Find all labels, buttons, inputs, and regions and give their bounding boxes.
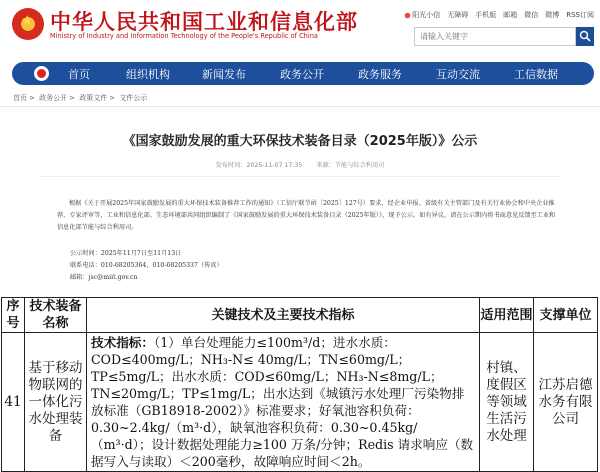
site-subtitle: Ministry of Industry and Information Technology of the People's Republic of China [50, 32, 318, 40]
nav-news[interactable]: 新闻发布 [202, 68, 246, 81]
toplink-mobile[interactable]: 手机版 [475, 11, 497, 19]
search-button[interactable] [576, 27, 594, 46]
row-no: 41 [2, 333, 25, 472]
equipment-table [1, 297, 598, 472]
nav-data[interactable]: 工信数据 [514, 68, 558, 81]
contact-phone: 联系电话：010-68205364，010-68205337（传真） [70, 262, 223, 269]
table-row [2, 333, 598, 472]
toplink-weibo[interactable]: 微博 [545, 11, 560, 19]
site-header [0, 0, 600, 58]
row-spec [87, 333, 480, 472]
article-meta [0, 160, 600, 169]
flag-icon [404, 12, 411, 19]
publish-date: 发布时间：2025-11-07 17:35 [215, 162, 303, 169]
row-scope: 村镇、度假区等领域生活污水处理 [480, 333, 534, 472]
col-header-unit: 支撑单位 [534, 298, 598, 333]
breadcrumb-public-affairs[interactable]: 政务公开 [39, 94, 68, 102]
toplink-rss[interactable]: RSS订阅 [566, 11, 594, 19]
national-emblem-icon[interactable] [12, 8, 44, 40]
nav-home[interactable]: 首页 [68, 68, 90, 81]
col-header-spec: 关键技术及主要技术指标 [87, 298, 480, 333]
search-icon [579, 30, 591, 42]
nav-services[interactable]: 政务服务 [358, 68, 402, 81]
breadcrumb-policy[interactable]: 政策文件 [79, 94, 108, 102]
spec-text: （1）单台处理能力≤100m³/d；进水水质：COD≤400mg/L；NH₃-N≤ 40mg/L；TN≤60mg/L；TP≤5mg/L；出水水质：COD≤60mg/L；NH₃-N≤8mg/L；TN≤20mg/L；TP≤1mg/L；出水达到《城镇污水处理厂污染物排放标准（GB18918-2002）》标准要求；好氧池容积负荷：0.30~2.4kg/（m³·d），缺氧池容积负荷：0.30~0.45kg/（m³·d）；设计数据处理能力≥100 万条/分钟；Redis 请求响应（数据写入与读取）＜200毫秒，故障响应时间＜2h。 [91, 335, 474, 469]
breadcrumb: 首页 > 政务公开 > 政策文件 > 文件公示 [13, 94, 148, 102]
article-paragraph: 根据《关于开展2025年国家鼓励发展的重大环保技术装备推荐工作的通知》（工信厅联节函〔2025〕127号）要求，经企业申报、省级有关主管部门及有关行业协会和中央企业推荐，专家评审等，工业和信息化部、生态环境部共同组织编制了《国家鼓励发展的重大环保技术装备目录（2025年版）》，现予公示。如有异议，请在公示期内将书面意见反馈至工业和信息化部节能与综合利用司。 [57, 200, 556, 231]
col-header-name: 技术装备名称 [25, 298, 87, 333]
contact-email[interactable]: 邮箱：jsc@miit.gov.cn [70, 274, 138, 281]
article-title: 《国家鼓励发展的重大环保技术装备目录（2025年版）》公示 [122, 134, 478, 149]
toplink-wechat[interactable]: 微信 [524, 11, 539, 19]
spec-label: 技术指标： [91, 335, 154, 350]
nav-organization[interactable]: 组织机构 [126, 68, 170, 81]
search-input[interactable] [414, 27, 576, 46]
article-body [57, 198, 557, 234]
breadcrumb-notice[interactable]: 文件公示 [119, 94, 148, 102]
nav-interaction[interactable]: 互动交流 [436, 68, 480, 81]
col-header-scope: 适用范围 [480, 298, 534, 333]
site-title[interactable]: 中华人民共和国工业和信息化部 [50, 9, 358, 34]
table-header-row [2, 298, 598, 333]
toplink-accessibility[interactable]: 无障碍 [447, 11, 469, 19]
home-logo-icon[interactable] [34, 66, 49, 81]
row-unit: 江苏启德水务有限公司 [534, 333, 598, 472]
breadcrumb-home[interactable]: 首页 [13, 94, 27, 102]
notice-period: 公示时间：2025年11月7日至11月13日 [70, 250, 182, 257]
row-name: 基于移动物联网的一体化污水处理装备 [25, 333, 87, 472]
header-divider [0, 106, 600, 107]
toplink-sunshine[interactable]: 阳光小信 [404, 10, 440, 20]
nav-public-affairs[interactable]: 政务公开 [280, 68, 324, 81]
contact-info [70, 248, 223, 284]
article-divider [40, 176, 560, 177]
toplink-mail[interactable]: 邮箱 [503, 11, 518, 19]
article-source: 来源：节能与综合利用司 [316, 162, 385, 169]
top-links [404, 10, 594, 20]
col-header-no: 序号 [2, 298, 25, 333]
main-nav [12, 62, 594, 85]
